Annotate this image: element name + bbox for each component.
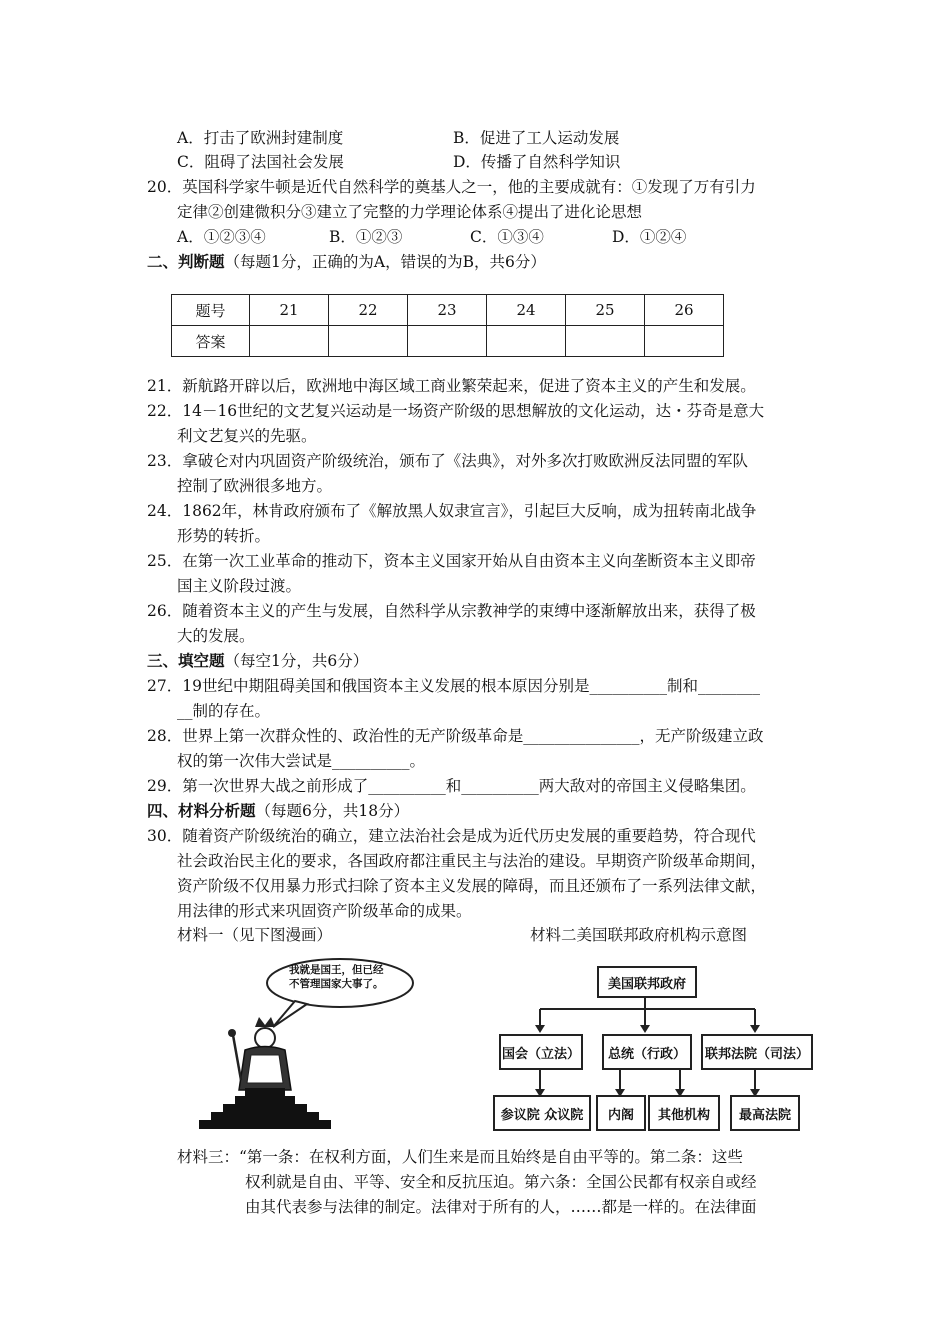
section3-note: （每空1分，共6分） xyxy=(224,652,369,670)
answer-table-number-row xyxy=(172,295,724,326)
q27-text-line1: 27．19世纪中期阻碍美国和俄国资本主义发展的根本原因分别是__________制和________ xyxy=(147,677,760,695)
q20-option-d: D．①②④ xyxy=(612,228,687,246)
q30-text-line3: 资产阶级不仅用暴力形式扫除了资本主义发展的障碍，而且还颁布了一系列法律文献， xyxy=(177,877,767,895)
q20-option-c: C．①③④ xyxy=(470,228,544,246)
table-number-cell: 21 xyxy=(250,295,329,326)
section3-heading xyxy=(147,651,368,671)
answer-cell[interactable] xyxy=(645,326,724,357)
q24-text-line1: 24．1862年，林肯政府颁布了《解放黑人奴隶宣言》，引起巨大反响，成为扭转南北战争 xyxy=(147,502,757,520)
answer-cell[interactable] xyxy=(329,326,408,357)
material1-caption: 材料一（见下图漫画） xyxy=(177,926,333,944)
q20-option-a: A．①②③④ xyxy=(177,228,266,246)
table-number-cell: 22 xyxy=(329,295,408,326)
material2-caption: 材料二美国联邦政府机构示意图 xyxy=(530,926,748,944)
table-number-cell: 24 xyxy=(487,295,566,326)
q25-text-line1: 25．在第一次工业革命的推动下，资本主义国家开始从自由资本主义向垄断资本主义即帝 xyxy=(147,552,756,570)
answer-table xyxy=(171,294,724,357)
q23-text-line1: 23．拿破仑对内巩固资产阶级统治，颁布了《法典》，对外多次打败欧洲反法同盟的军队 xyxy=(147,452,748,470)
diagram-branch-president: 总统（行政） xyxy=(602,1034,692,1070)
material3-line1: 材料三：“第一条：在权利方面，人们生来是而且始终是自由平等的。第二条：这些 xyxy=(177,1148,743,1166)
q23-text-line2: 控制了欧洲很多地方。 xyxy=(177,477,333,495)
q30-text-line2: 社会政治民主化的要求，各国政府都注重民主与法治的建设。早期资产阶级革命期间， xyxy=(177,852,767,870)
table-number-cell: 23 xyxy=(408,295,487,326)
answer-cell[interactable] xyxy=(566,326,645,357)
q22-text-line1: 22．14－16世纪的文艺复兴运动是一场资产阶级的思想解放的文化运动，达・芬奇是意大 xyxy=(147,402,765,420)
q20-stem-line2: 定律②创建微积分③建立了完整的力学理论体系④提出了进化论思想 xyxy=(177,203,643,221)
q28-text-line2: 权的第一次伟大尝试是__________。 xyxy=(177,752,426,770)
cartoon-speech-line2: 不管理国家大事了。 xyxy=(289,978,384,990)
answer-cell[interactable] xyxy=(408,326,487,357)
q19-option-b: B．促进了工人运动发展 xyxy=(453,129,620,147)
answer-cell[interactable] xyxy=(487,326,566,357)
table-label-number: 题号 xyxy=(172,295,250,326)
table-label-answer: 答案 xyxy=(172,326,250,357)
q27-text-line2: __制的存在。 xyxy=(177,702,271,720)
diagram-branch-federal-courts: 联邦法院（司法） xyxy=(701,1034,813,1070)
cartoon-speech-line1: 我就是国王，但已经 xyxy=(289,964,384,976)
diagram-leaf-supreme-court: 最高法院 xyxy=(730,1095,800,1131)
q22-text-line2: 利文艺复兴的先驱。 xyxy=(177,427,317,445)
q30-text-line1: 30．随着资产阶级统治的确立，建立法治社会是成为近代历史发展的重要趋势，符合现代 xyxy=(147,827,756,845)
answer-cell[interactable] xyxy=(250,326,329,357)
section2-note: （每题1分，正确的为A，错误的为B，共6分） xyxy=(224,253,546,271)
q19-option-c: C．阻碍了法国社会发展 xyxy=(177,153,344,171)
q30-text-line4: 用法律的形式来巩固资产阶级革命的成果。 xyxy=(177,902,472,920)
section4-title: 四、材料分析题 xyxy=(147,801,256,820)
section4-heading xyxy=(147,801,409,821)
q19-option-d: D．传播了自然科学知识 xyxy=(453,153,621,171)
q24-text-line2: 形势的转折。 xyxy=(177,527,271,545)
q28-text-line1: 28．世界上第一次群众性的、政治性的无产阶级革命是_______________，无产阶级建立政 xyxy=(147,727,764,745)
section3-title: 三、填空题 xyxy=(147,651,225,670)
q21-text: 21．新航路开辟以后，欧洲地中海区域工商业繁荣起来，促进了资本主义的产生和发展。 xyxy=(147,377,756,395)
q25-text-line2: 国主义阶段过渡。 xyxy=(177,577,302,595)
q26-text-line1: 26．随着资本主义的产生与发展，自然科学从宗教神学的束缚中逐渐解放出来，获得了极 xyxy=(147,602,756,620)
table-number-cell: 26 xyxy=(645,295,724,326)
material3-line2: 权利就是自由、平等、安全和反抗压迫。第六条：全国公民都有权亲自或经 xyxy=(245,1173,757,1191)
diagram-leaf-other-agencies: 其他机构 xyxy=(648,1095,720,1131)
section2-title: 二、判断题 xyxy=(147,252,225,271)
section2-heading xyxy=(147,252,546,272)
diagram-leaf-senate-house: 参议院 众议院 xyxy=(493,1095,591,1131)
section4-note: （每题6分，共18分） xyxy=(255,802,410,820)
diagram-leaf-cabinet: 内阁 xyxy=(596,1095,646,1131)
answer-table-answer-row xyxy=(172,326,724,357)
q19-option-a: A．打击了欧洲封建制度 xyxy=(177,129,344,147)
diagram-branch-congress: 国会（立法） xyxy=(499,1034,583,1070)
material3-line3: 由其代表参与法律的制定。法律对于所有的人，……都是一样的。在法律面 xyxy=(245,1198,757,1216)
table-number-cell: 25 xyxy=(566,295,645,326)
q29-text: 29．第一次世界大战之前形成了__________和__________两大敌对的帝国主义侵略集团。 xyxy=(147,777,756,795)
q26-text-line2: 大的发展。 xyxy=(177,627,255,645)
q20-option-b: B．①②③ xyxy=(329,228,403,246)
diagram-root-federal-government: 美国联邦政府 xyxy=(597,966,697,998)
q20-stem-line1: 20．英国科学家牛顿是近代自然科学的奠基人之一，他的主要成就有：①发现了万有引力 xyxy=(147,178,756,196)
